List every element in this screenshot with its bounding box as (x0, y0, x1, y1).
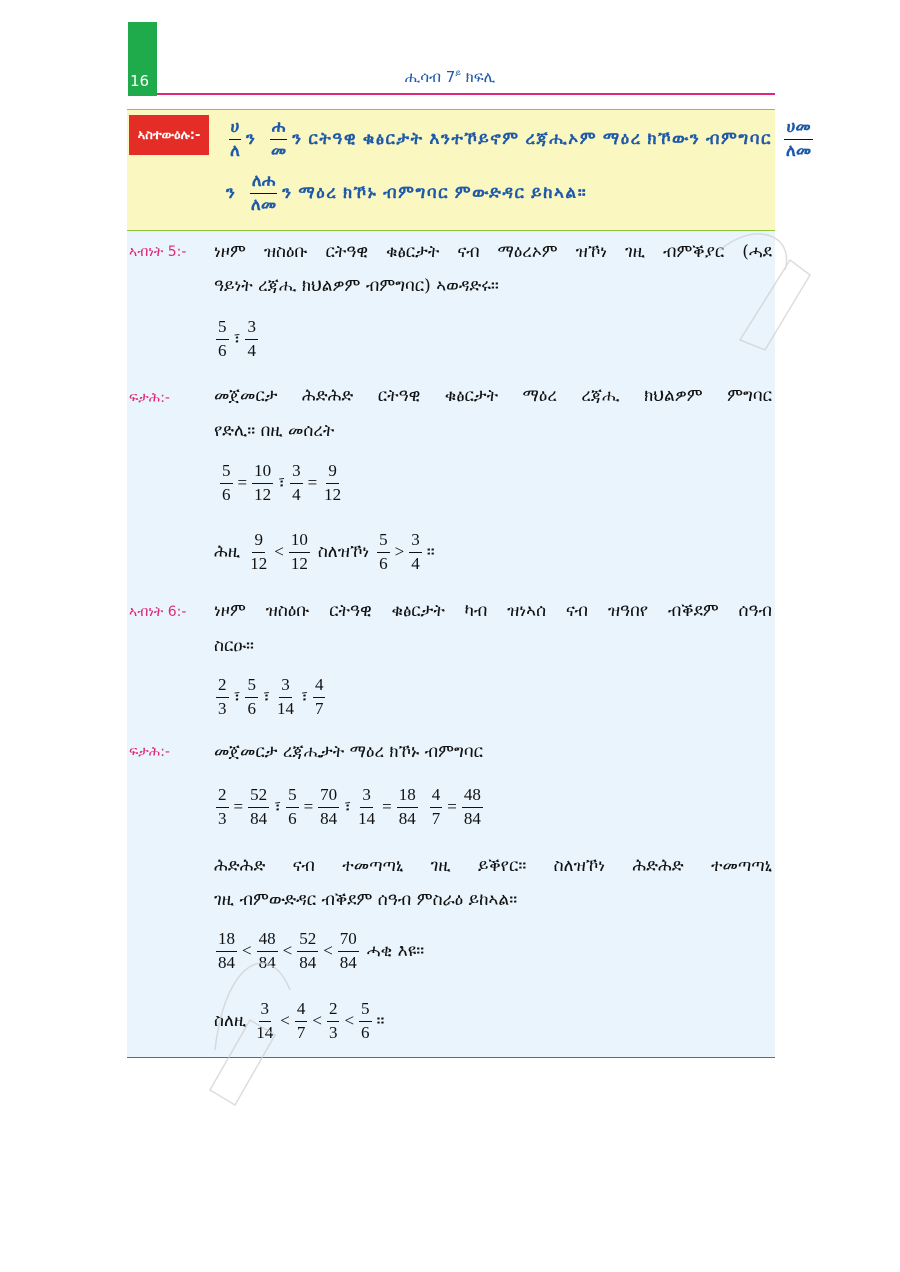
solution-6-order-84: $\frac{18}{84}$ < $\frac{48}{84}$ < $\frac{52}{84}$ < $\frac{70}{84}$ ሓቂ እዩ። (218, 929, 425, 972)
fraction: $\frac{4}{7}$ (431, 785, 441, 828)
example-5-fractions (214, 318, 260, 360)
fraction: $\frac{3}{4}$ (411, 530, 420, 573)
fraction: $\frac{\text{ሀ}}{\text{ለ}}$ (230, 117, 240, 160)
separator: ፣ (300, 687, 308, 707)
fraction: $\frac{9}{12}$ (324, 461, 342, 504)
fraction: $\frac{5}{6}$ (218, 317, 227, 360)
note-text: ን (226, 183, 235, 203)
fraction: $\frac{70}{84}$ (339, 929, 357, 972)
note-text: ን ርትዓዊ ቁፅርታት እንተኾይኖም ረጃሒኦም ማዕረ ክኾውን ብምግባር (292, 129, 772, 149)
note-text: ን ማዕረ ክኾኑ ብምግባር ምውድዳር ይከኣል። (282, 183, 588, 203)
header-rule (157, 93, 775, 95)
fraction: $\frac{2}{3}$ (218, 675, 227, 718)
solution-5-line-1: መጀመርታ ሕድሕድ ርትዓዊ ቁፅርታት ማዕረ ረጃሒ ክህልዎም ምግባር (214, 386, 772, 406)
fraction: $\frac{3}{14}$ (358, 785, 376, 828)
fraction: $\frac{5}{6}$ (222, 461, 231, 504)
example-6-line-2: ስርዑ። (214, 636, 255, 656)
fraction: $\frac{2}{3}$ (328, 999, 338, 1042)
fraction: $\frac{2}{3}$ (218, 785, 227, 828)
therefore-text: ሕዚ (214, 542, 241, 563)
separator: ፣ (278, 473, 286, 493)
note-line-1 (226, 118, 815, 160)
fraction: $\frac{10}{12}$ (254, 461, 272, 504)
example-5-line-2: ዓይነት ረጃሒ ክህልዎም ብምግባር) ኣወዳድሩ። (214, 276, 499, 296)
page-number: 16 (130, 72, 150, 90)
example-5-label: ኣብነት 5:- (129, 244, 187, 260)
note-tag: ኣስተውዕሉ:- (129, 115, 209, 155)
therefore-text: ስለዚ (214, 1011, 247, 1032)
fraction: $\frac{3}{14}$ (256, 999, 274, 1042)
solution-6-line-3: ገዚ ብምውድዳር ብቕደም ሰዓብ ምስራዕ ይከኣል። (214, 890, 518, 910)
title-superscript: ይ (455, 69, 461, 79)
separator: ፣ (233, 687, 241, 707)
example-5-line-1: ነዞም ዝስዕቡ ርትዓዊ ቁፅርታት ናብ ማዕረኦም ዝኾነ ገዚ ብምቕያር (ሓደ (214, 242, 772, 262)
fraction: $\frac{5}{6}$ (247, 675, 256, 718)
fraction: $\frac{\text{ሀመ}}{\text{ለመ}}$ (785, 117, 812, 160)
fraction: $\frac{\text{ለሐ}}{\text{ለመ}}$ (250, 171, 277, 214)
fraction: $\frac{9}{12}$ (250, 530, 268, 573)
solution-6-final-order: ስለዚ $\frac{3}{14}$ < $\frac{4}{7}$ < $\frac{2}{3}$ < $\frac{5}{6}$ ። (214, 999, 385, 1042)
fraction: $\frac{4}{7}$ (296, 999, 306, 1042)
fraction: $\frac{18}{84}$ (398, 785, 416, 828)
separator: ፣ (262, 687, 270, 707)
separator: ፣ (274, 797, 282, 817)
solution-5-line-2: የድሊ። በዚ መሰረት (214, 421, 335, 441)
title-main: ሒሳብ 7 (404, 68, 456, 86)
fraction: $\frac{5}{6}$ (288, 785, 297, 828)
fraction: $\frac{3}{4}$ (247, 317, 256, 360)
example-6-label: ኣብነት 6:- (129, 604, 187, 620)
fraction: $\frac{10}{12}$ (290, 530, 308, 573)
full-stop: ። (376, 1011, 385, 1031)
fraction: $\frac{48}{84}$ (258, 929, 276, 972)
fraction: $\frac{3}{14}$ (276, 675, 294, 718)
example-6-line-1: ነዞም ዝስዕቡ ርትዓዊ ቁፅርታት ካብ ዝነኣሰ ናብ ዝዓበየ ብቕደም ሰዓብ (214, 601, 772, 621)
example-6-fractions (214, 676, 327, 718)
fraction: $\frac{52}{84}$ (299, 929, 317, 972)
title-suffix: ክፍሊ (460, 68, 496, 86)
fraction: $\frac{\text{ሐ}}{\text{መ}}$ (270, 117, 287, 160)
fraction: $\frac{18}{84}$ (218, 929, 235, 972)
solution-6-line-1: መጀመርታ ረጃሒታት ማዕረ ክኾኑ ብምግባር (214, 742, 484, 762)
fraction: $\frac{4}{7}$ (314, 675, 324, 718)
fraction: $\frac{70}{84}$ (320, 785, 338, 828)
note-line-2 (226, 172, 587, 214)
full-stop: ። (426, 542, 435, 562)
running-title (0, 68, 900, 86)
solution-6-equivalents: $\frac{2}{3}$ = $\frac{52}{84}$ ፣ $\frac{5}{6}$ = $\frac{70}{84}$ ፣ $\frac{3}{14}$ = $\frac{18}{84}$ $\frac{4}{7}$ = $\frac{48}{84}$ (218, 785, 481, 828)
solution-5-equation: $\frac{5}{6}$ = $\frac{10}{12}$ ፣ $\frac{3}{4}$ = $\frac{9}{12}$ (222, 461, 342, 504)
fraction: $\frac{48}{84}$ (463, 785, 481, 828)
solution-5-label: ፍታሕ:- (129, 390, 170, 406)
fraction: $\frac{3}{4}$ (292, 461, 301, 504)
true-text: ሓቂ እዩ። (366, 941, 425, 962)
solution-6-line-2: ሕድሕድ ናብ ተመጣጣኒ ገዚ ይቕየር። ስለዝኾነ ሕድሕድ ተመጣጣኒ (214, 856, 772, 876)
solution-5-comparison: ሕዚ $\frac{9}{12}$ < $\frac{10}{12}$ ስለዝኾነ $\frac{5}{6}$ > $\frac{3}{4}$ ። (214, 530, 435, 573)
fraction: $\frac{52}{84}$ (250, 785, 268, 828)
because-text: ስለዝኾነ (317, 542, 370, 563)
fraction: $\frac{5}{6}$ (361, 999, 370, 1042)
fraction: $\frac{5}{6}$ (379, 530, 388, 573)
solution-6-label: ፍታሕ:- (129, 744, 170, 760)
separator: ፣ (233, 329, 241, 349)
note-text: ን (245, 129, 255, 149)
separator: ፣ (344, 797, 352, 817)
